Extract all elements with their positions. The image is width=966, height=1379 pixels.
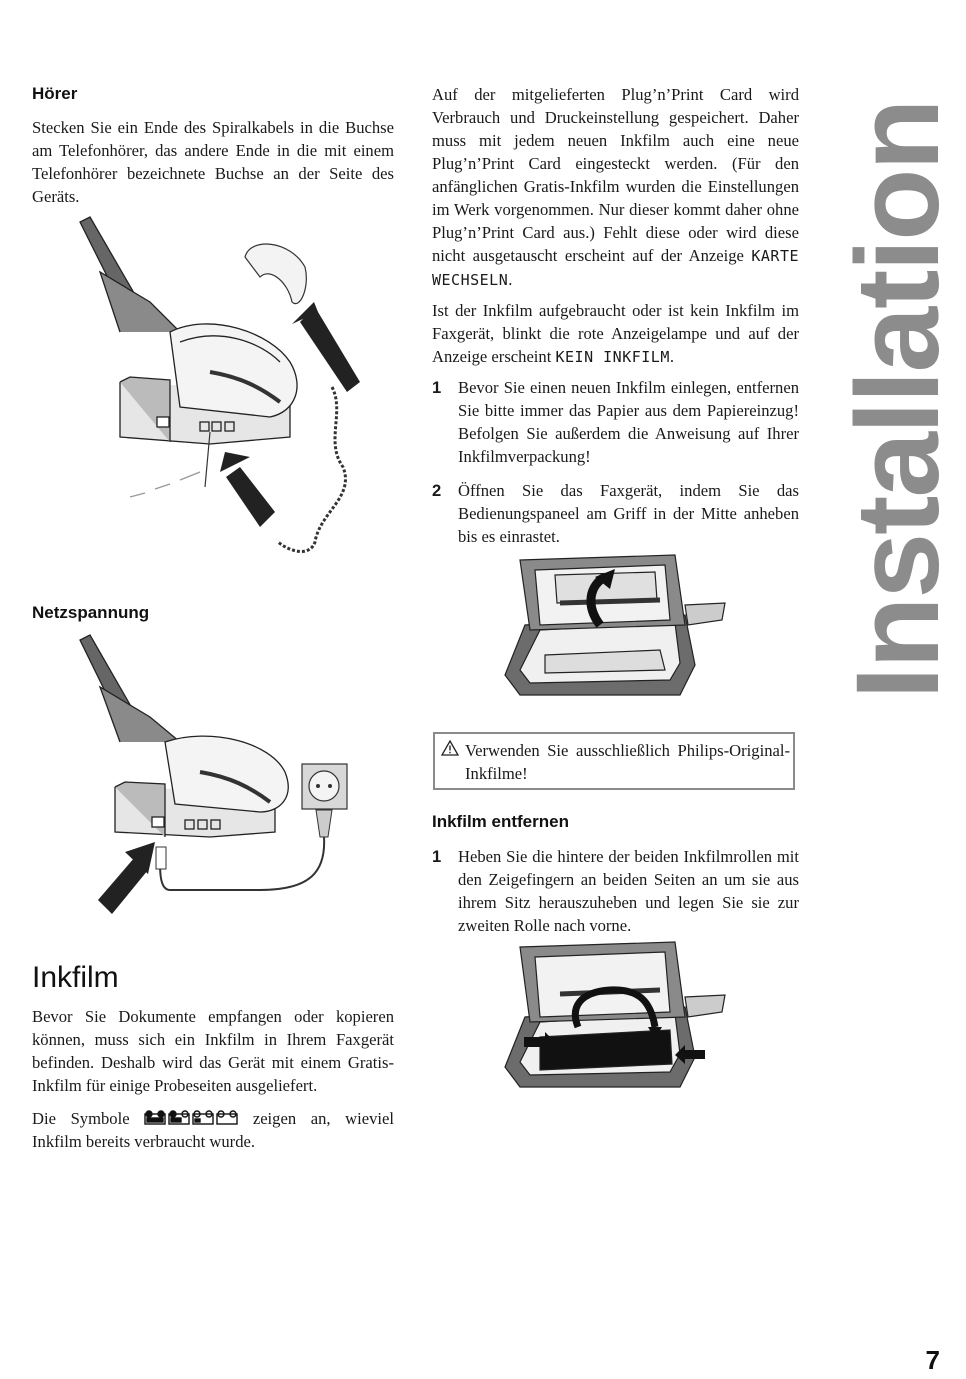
sidebar-section-title [831,80,964,720]
fax-handset-illustration [60,212,370,572]
step-number: 1 [432,378,442,397]
step-number: 1 [432,847,442,866]
inkfilm-empty-paragraph: Ist der Inkfilm aufgebraucht oder ist kein Inkfilm im Faxgerät, blinkt die rote Anzeigelampe und auf der Anzeige erscheint KEIN INKFILM. [432,301,799,366]
inkfilm-empty-text: Ist der Inkfilm aufgebraucht oder ist kein Inkfilm im Faxgerät, blinkt die rote Anzeigelampe und auf der Anzeige erscheint [432,301,799,366]
hoerer-paragraph: Stecken Sie ein Ende des Spiralkabels in die Buchse am Telefonhörer, das andere Ende in die mit einem Telefonhörer bezeichnete Buchse an der Seite des Geräts. [32,118,394,206]
section-heading-inkfilm-entfernen: Inkfilm entfernen [432,812,569,831]
warning-text: Verwenden Sie ausschließlich Philips-Original-Inkfilme! [465,741,790,783]
step-2-open-fax [432,479,799,549]
step-text: Bevor Sie einen neuen Inkfilm einlegen, entfernen Sie bitte immer das Papier aus dem Papiereinzug! Befolgen Sie außerdem die Anweisung auf Ihrer Inkfilmverpackung! [458,378,799,466]
step-remove-inkfilm [432,845,799,940]
inkfilm-paragraph-1: Bevor Sie Dokumente empfangen oder kopieren können, muss sich ein Inkfilm in Ihrem Faxgerät befinden. Deshalb wird das Gerät mit einem Gratis-Inkfilm für einige Probeseiten ausgeliefert. [32,1007,394,1095]
display-kein-inkfilm: KEIN INKFILM [555,348,670,366]
display-karte-wechseln: KARTE WECHSELN [432,247,800,289]
open-fax-illustration [500,555,730,705]
step-text: Heben Sie die hintere der beiden Inkfilmrollen mit den Zeigefingern an beiden Seiten an um sie aus ihrem Sitz herauszuheben und legen Sie sie zur zweiten Rolle nach vorne. [458,847,799,935]
section-heading-netzspannung: Netzspannung [32,603,150,622]
section-heading-hoerer: Hörer [32,84,78,103]
step-text: Öffnen Sie das Faxgerät, indem Sie das Bedienungspaneel am Griff in der Mitte anheben bis es einrastet. [458,481,799,546]
sidebar-title-text: Installation [831,100,964,700]
inkfilm-level-icon [144,1110,238,1126]
page-number: 7 [925,1345,940,1375]
section-heading-inkfilm: Inkfilm [32,961,119,994]
remove-inkfilm-illustration [500,942,730,1097]
fax-power-illustration [60,632,370,922]
inkfilm-paragraph-2-pre: Die Symbole [32,1109,130,1128]
warning-triangle-icon [441,740,459,756]
step-number: 2 [432,481,442,500]
inkfilm-paragraph-2 [32,1107,394,1153]
inkfilm-paragraph-2-post: zeigen an, wieviel Inkfilm bereits verbraucht wurde. [32,1109,395,1151]
plugnprint-text: Auf der mitgelieferten Plug’n’Print Card wird Verbrauch und Druckeinstellung gespeichert. Daher muss mit jedem neuen Inkfilm auch eine neue Plug’n’Print Card eingesteckt werden. (Für den anfänglichen Gratis-Inkfilm wurden die Einstellungen im Werk vorgenommen. Nur dieser kommt daher ohne Plug’n’Print Card aus.) Fehlt diese oder wird diese nicht ausgetauscht erscheint auf der Anzeige [432,85,799,265]
step-1-remove-paper [432,376,799,471]
plugnprint-paragraph: Auf der mitgelieferten Plug’n’Print Card wird Verbrauch und Druckeinstellung gespeichert. Daher muss mit jedem neuen Inkfilm auch eine neue Plug’n’Print Card eingesteckt werden. (Für den anfänglichen Gratis-Inkfilm wurden die Einstellungen im Werk vorgenommen. Nur dieser kommt daher ohne Plug’n’Print Card aus.) Fehlt diese oder wird diese nicht ausgetauscht erscheint auf der Anzeige KARTE WECHSELN. [432,85,800,289]
warning-box [433,732,795,790]
